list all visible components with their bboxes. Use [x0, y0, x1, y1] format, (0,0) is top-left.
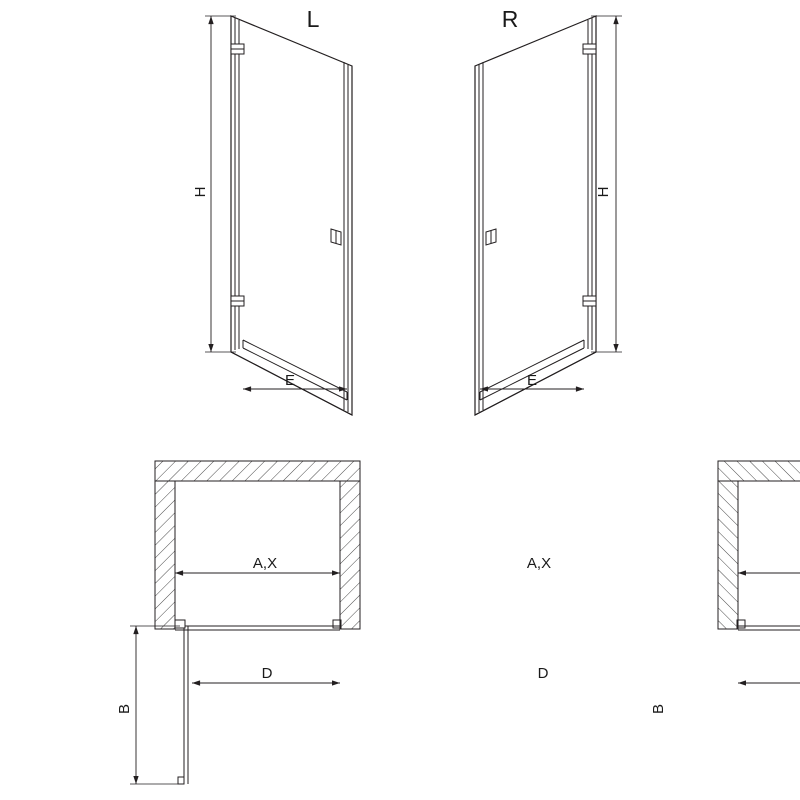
plan-left-front-rail [175, 626, 340, 630]
plan-left-dim-door-label: D [261, 665, 273, 682]
plan-left-wall-hatch [155, 461, 360, 629]
elevation-left-hinge-top [231, 44, 244, 54]
elevation-left-glass-panel [231, 16, 352, 415]
plan-right-dim-opening-label: A,X [526, 555, 552, 572]
elevation-left-hinge-bottom [231, 296, 244, 306]
plan-left-door-leaf [178, 626, 188, 784]
plan-left-dim-opening-label: A,X [252, 555, 278, 572]
plan-right-dim-door-label: D [537, 665, 549, 682]
elevation-right-dim-height-label: H [595, 186, 612, 198]
elevation-left-dim-height-label: H [192, 186, 209, 198]
variant-label-left: L [306, 6, 320, 32]
plan-left-hinge [175, 620, 185, 628]
plan-right-view [718, 461, 800, 784]
plan-right-wall-hatch [718, 461, 800, 629]
plan-right-front-rail [738, 626, 800, 630]
elevation-right-door-leaf [479, 62, 483, 412]
elevation-right-dim-width-label: E [526, 372, 538, 389]
plan-left-dim-depth-label: B [116, 703, 133, 715]
elevation-right-glass-panel [475, 16, 596, 415]
variant-label-right: R [501, 6, 519, 32]
elevation-right-view [475, 16, 622, 415]
plan-left-dim-depth [130, 626, 180, 784]
plan-left-view [116, 461, 360, 784]
elevation-left-handle [331, 229, 341, 245]
elevation-right-hinge-bottom [583, 296, 596, 306]
elevation-right-hinge-top [583, 44, 596, 54]
elevation-left-dim-width-label: E [284, 372, 296, 389]
elevation-left-door-leaf [344, 62, 348, 412]
elevation-left-view [192, 6, 352, 415]
plan-right-dim-depth-label: B [650, 703, 667, 715]
elevation-right-handle [486, 229, 496, 245]
